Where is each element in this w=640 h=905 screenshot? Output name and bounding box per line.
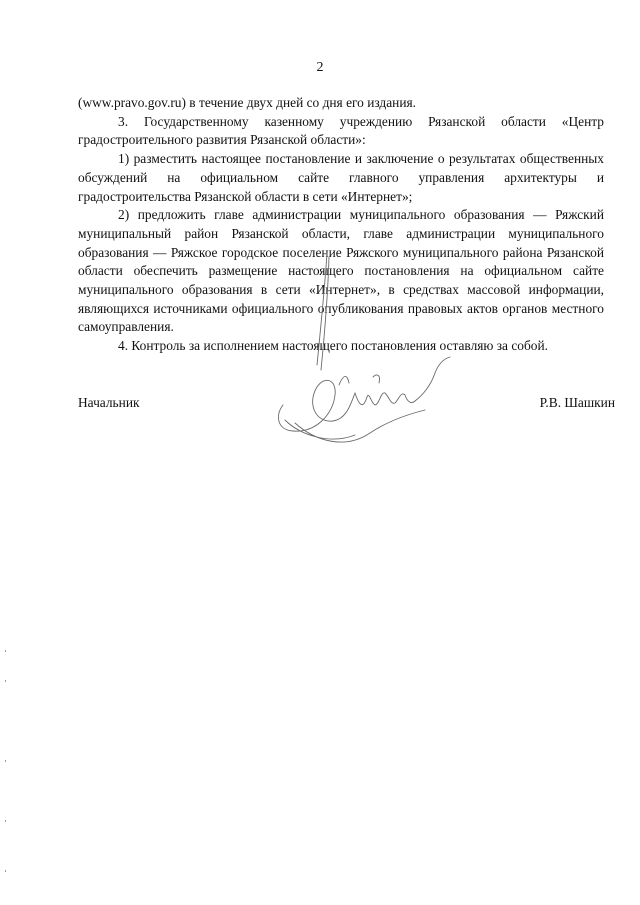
signatory-title: Начальник <box>78 395 140 410</box>
signatory-name: Р.В. Шашкин <box>539 395 615 410</box>
paragraph-subitem-2: 2) предложить главе администрации муниципального образования — Ряжский муниципальный район Рязанской области, главе администрации муниципального образования — Ряжское городское поселение Ряжского муниципального района Рязанской области обеспечить размещение настоящего постановления на официальном сайте муниципального образования в сети «Интернет», в средствах массовой информации, являющихся источниками официального опубликования правовых актов органов местного самоуправления. <box>78 207 604 335</box>
scan-edge-marks <box>4 640 8 890</box>
handwritten-signature <box>255 245 455 455</box>
page-number: 2 <box>316 60 324 75</box>
paragraph-item-4: 4. Контроль за исполнением настоящего постановления оставляю за собой. <box>118 338 549 354</box>
paragraph-item-3: 3. Государственному казенному учреждению Рязанской области «Центр градостроительного развития Рязанской области»: <box>78 113 604 148</box>
paragraph-subitem-1: 1) разместить настоящее постановление и заключение о результатах общественных обсуждений на официальном сайте главного управления архитектуры и градостроительства Рязанской области в сети «Интернет»; <box>78 151 604 204</box>
paragraph-continuation: (www.pravo.gov.ru) в течение двух дней со дня его издания. <box>78 95 417 110</box>
